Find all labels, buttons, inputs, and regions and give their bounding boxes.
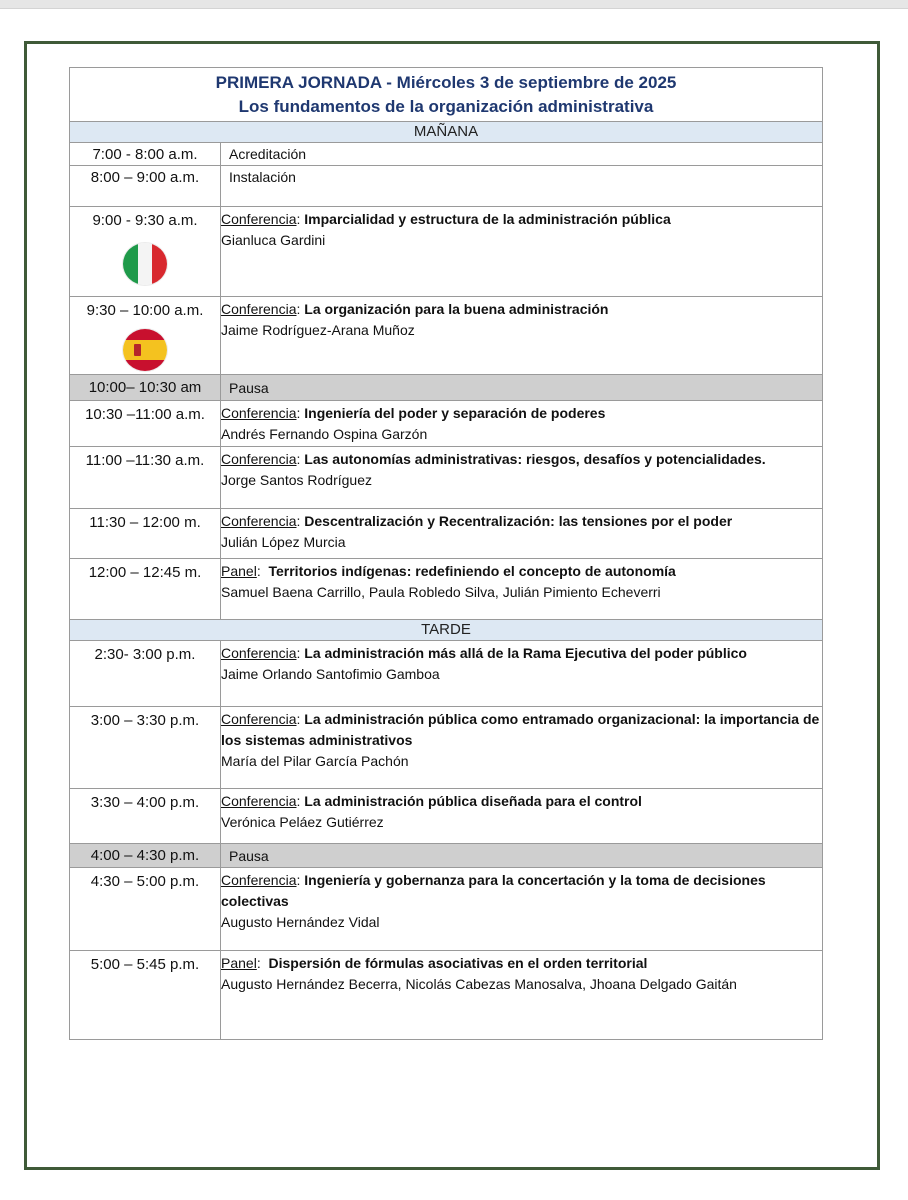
event-type: Conferencia xyxy=(221,645,297,661)
event-title: Territorios indígenas: redefiniendo el concepto de autonomía xyxy=(268,563,676,579)
event-type: Panel xyxy=(221,563,257,579)
schedule-table xyxy=(69,67,823,1040)
time-cell: 9:00 - 9:30 a.m. xyxy=(70,207,221,297)
time-cell: 9:30 – 10:00 a.m. xyxy=(70,297,221,375)
schedule-header xyxy=(70,68,823,122)
time-cell: 10:30 –11:00 a.m. xyxy=(70,401,221,447)
event-title: La administración más allá de la Rama Ejecutiva del poder público xyxy=(304,645,747,661)
event-speaker: Verónica Peláez Gutiérrez xyxy=(221,814,384,830)
section-afternoon: TARDE xyxy=(70,620,823,641)
day-title: PRIMERA JORNADA - Miércoles 3 de septiembre de 2025 xyxy=(215,73,677,92)
time-cell: 5:00 – 5:45 p.m. xyxy=(70,951,221,1040)
event-type: Conferencia xyxy=(221,513,297,529)
event-speaker: María del Pilar García Pachón xyxy=(221,753,409,769)
event-cell xyxy=(221,166,823,207)
event-title: Ingeniería del poder y separación de poderes xyxy=(304,405,606,421)
time-cell: 10:00– 10:30 am xyxy=(70,375,221,401)
event-cell: Conferencia: La administración pública diseñada para el control Verónica Peláez Gutiérrez xyxy=(221,789,823,844)
event-type: Panel xyxy=(221,955,257,971)
event-type: Conferencia xyxy=(221,793,297,809)
event-cell: Conferencia: La administración más allá de la Rama Ejecutiva del poder público Jaime Orlando Santofimio Gamboa xyxy=(221,641,823,707)
event-title: Las autonomías administrativas: riesgos, desafíos y potencialidades. xyxy=(304,451,766,467)
event-type: Conferencia xyxy=(221,405,297,421)
time-cell: 4:30 – 5:00 p.m. xyxy=(70,868,221,951)
event-cell: Conferencia: La organización para la buena administración Jaime Rodríguez-Arana Muñoz xyxy=(221,297,823,375)
time-cell: 12:00 – 12:45 m. xyxy=(70,559,221,620)
event-speaker: Jaime Orlando Santofimio Gamboa xyxy=(221,666,440,682)
event-title: Ingeniería y gobernanza para la concertación y la toma de decisiones colectivas xyxy=(221,872,766,909)
event-type: Conferencia xyxy=(221,211,297,227)
event-type: Conferencia xyxy=(221,301,297,317)
section-morning: MAÑANA xyxy=(70,122,823,143)
italy-flag-icon xyxy=(123,243,167,285)
day-subtitle: Los fundamentos de la organización administrativa xyxy=(238,97,654,116)
event-speaker: Julián López Murcia xyxy=(221,534,346,550)
event-cell: Conferencia: Ingeniería y gobernanza para la concertación y la toma de decisiones colectivas Augusto Hernández Vidal xyxy=(221,868,823,951)
event-title: La organización para la buena administración xyxy=(304,301,609,317)
time-cell: 3:00 – 3:30 p.m. xyxy=(70,707,221,789)
event-cell: Conferencia: Las autonomías administrativas: riesgos, desafíos y potencialidades. Jorge Santos Rodríguez xyxy=(221,447,823,509)
pause-label: Pausa xyxy=(229,380,269,396)
time-cell: 11:00 –11:30 a.m. xyxy=(70,447,221,509)
event-cell xyxy=(221,143,823,166)
event-title: La administración pública diseñada para el control xyxy=(304,793,642,809)
time-cell: 8:00 – 9:00 a.m. xyxy=(70,166,221,207)
event-cell: Panel: Territorios indígenas: redefiniendo el concepto de autonomía Samuel Baena Carrillo, Paula Robledo Silva, Julián Pimiento Echeverri xyxy=(221,559,823,620)
event-speaker: Samuel Baena Carrillo, Paula Robledo Silva, Julián Pimiento Echeverri xyxy=(221,584,661,600)
event-speaker: Andrés Fernando Ospina Garzón xyxy=(221,426,428,442)
time-cell: 11:30 – 12:00 m. xyxy=(70,509,221,559)
event-type: Conferencia xyxy=(221,711,297,727)
event-title: Dispersión de fórmulas asociativas en el orden territorial xyxy=(268,955,648,971)
time-cell: 4:00 – 4:30 p.m. xyxy=(70,844,221,868)
event-cell xyxy=(221,844,823,868)
event-title: Imparcialidad y estructura de la administración pública xyxy=(304,211,671,227)
pause-label: Pausa xyxy=(229,848,269,864)
event-speaker: Augusto Hernández Vidal xyxy=(221,914,380,930)
top-bar xyxy=(0,0,908,9)
spain-flag-icon xyxy=(123,329,167,371)
event-speaker: Gianluca Gardini xyxy=(221,232,326,248)
event-speaker: Jorge Santos Rodríguez xyxy=(221,472,372,488)
event-speaker: Jaime Rodríguez-Arana Muñoz xyxy=(221,322,415,338)
event-type: Conferencia xyxy=(221,451,297,467)
event-cell: Conferencia: Imparcialidad y estructura de la administración pública Gianluca Gardini xyxy=(221,207,823,297)
event-title: Descentralización y Recentralización: las tensiones por el poder xyxy=(304,513,733,529)
event-cell: Conferencia: La administración pública como entramado organizacional: la importancia de los sistemas administrativos María del Pilar García Pachón xyxy=(221,707,823,789)
event-cell: Conferencia: Descentralización y Recentralización: las tensiones por el poder Julián López Murcia xyxy=(221,509,823,559)
event-cell: Panel: Dispersión de fórmulas asociativas en el orden territorial Augusto Hernández Becerra, Nicolás Cabezas Manosalva, Jhoana Delgado Gaitán xyxy=(221,951,823,1040)
event-title: La administración pública como entramado organizacional: la importancia de los sistemas administrativos xyxy=(221,711,820,748)
event-type: Conferencia xyxy=(221,872,297,888)
event-cell xyxy=(221,375,823,401)
event-cell: Conferencia: Ingeniería del poder y separación de poderes Andrés Fernando Ospina Garzón xyxy=(221,401,823,447)
event-speaker: Augusto Hernández Becerra, Nicolás Cabezas Manosalva, Jhoana Delgado Gaitán xyxy=(221,976,737,992)
time-cell: 7:00 - 8:00 a.m. xyxy=(70,143,221,166)
event-label: Instalación xyxy=(229,169,296,185)
event-label: Acreditación xyxy=(229,146,307,162)
time-cell: 2:30- 3:00 p.m. xyxy=(70,641,221,707)
time-cell: 3:30 – 4:00 p.m. xyxy=(70,789,221,844)
